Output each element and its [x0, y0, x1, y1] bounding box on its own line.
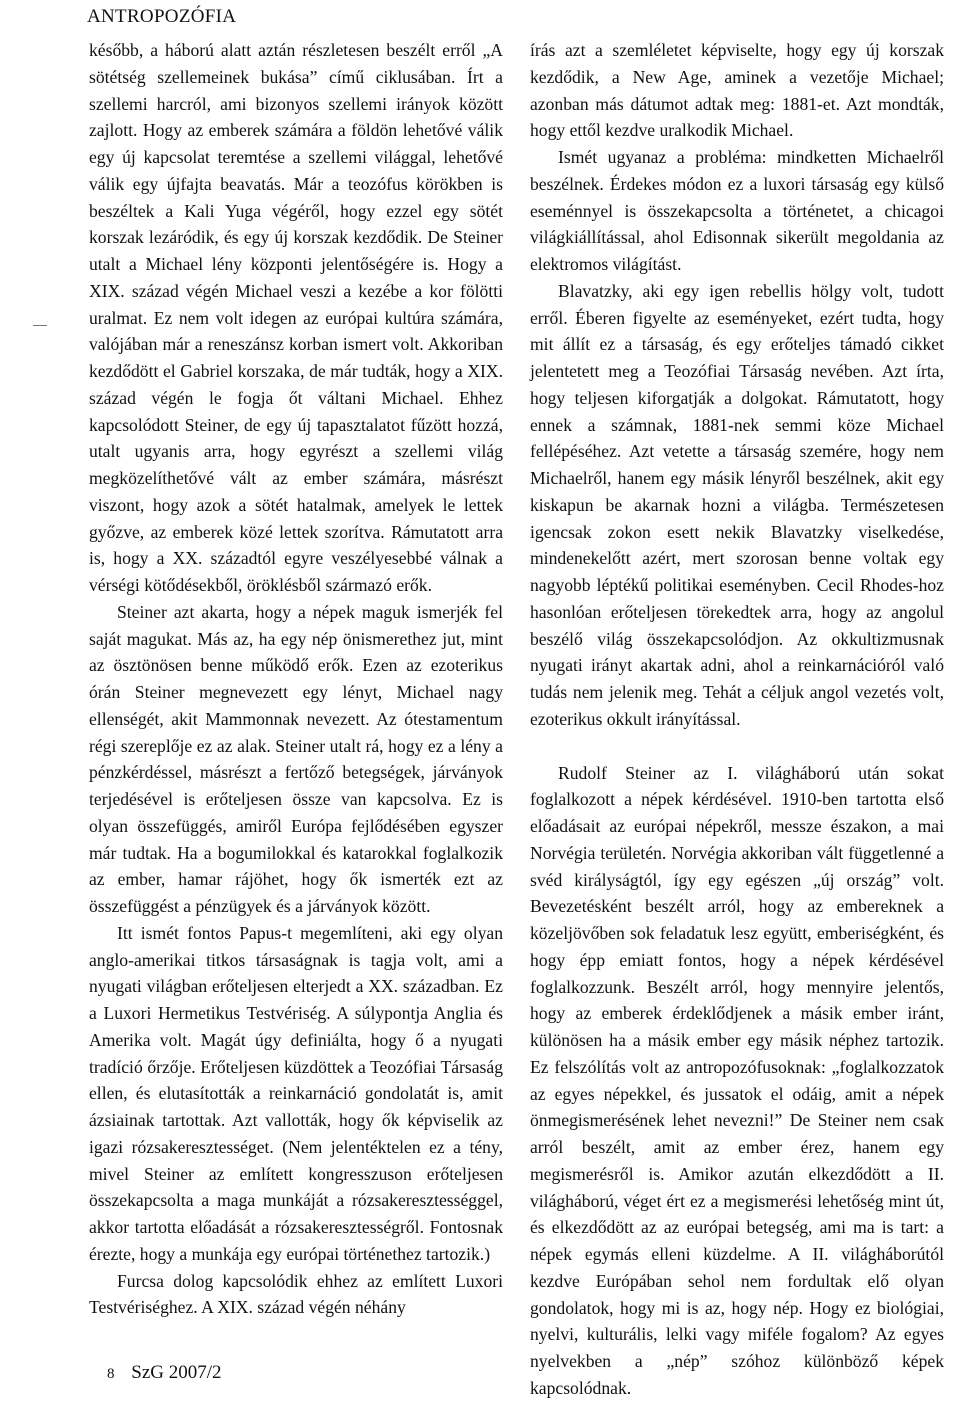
paragraph: Rudolf Steiner az I. világháború után sokat foglalkozott a népek kérdésével. 1910-ben tartotta első előadásait az európai népekről, messze északon, a mai Norvégia területén. Norvégia akkoriban vált függetlenné a svéd királyságtól, így egy egészen „új ország” volt. Bevezetésként beszélt arról, hogy az embereknek a közeljövőben sok feladatuk lesz együtt, emberiségként, és hogy épp emiatt fontos, hogy a népek kérdésével foglalkozzunk. Beszélt arról, hogy mennyire jelentős, hogy az emberek érdeklődjenek a másik ember iránt, különösen ha a másik ember egy másik néphez tartozik. Ez felszólítás volt az antropozófusoknak: „foglalkozzatok az egyes népekkel, és jussatok el odáig, amit a népek önmegismerésének lehet nevezni!” De Steiner nem csak arról beszélt, amit az ember érez, hanem egy megismerésről is. Amikor azután elkezdődött a II. világháború, véget ért ez a megismerési lehetőség mint út, és elkezdődött az az európai betegség, ami ma is tart: a népek egymás elleni küzdelme. A II. világháborútól kezdve Európában sehol nem fordultak elő olyan gondolatok, hogy mi is az, hogy nép. Hogy ez biológiai, nyelvi, kulturális, lelki vagy miféle fogalom? Az egyes nyelvekben a „nép” szóhoz különböző képek kapcsolódnak. — [530, 762, 944, 1398]
margin-mark — [33, 325, 47, 326]
paragraph: Furcsa dolog kapcsolódik ehhez az említett Luxori Testvériséghez. A XIX. század végén néhány — [89, 1270, 503, 1318]
paragraph: Blavatzky, aki egy igen rebellis hölgy volt, tudott erről. Éberen figyelte az eseményeket, ezért tudta, hogy mit állít ez a társaság, és egy erőteljes támadó cikket jelentetett meg a Teozófiai Társaság nevében. Azt írta, hogy teljesen kiforgatják a dolgokat. Rámutatott, hogy ennek a számnak, 1881-nek semmi köze Michael fellépéséhez. Azt vetette a társaság szemére, hogy nem Michaelről, hanem egy másik lényről beszélnek, akit egy kiskapun be akarnak hozni a világba. Természetesen igencsak zokon esett nekik Blavatzky viselkedése, mindenekelőtt azért, mert szorosan benne voltak egy nagyobb léptékű politikai eseményben. Cecil Rhodes-hoz hasonlóan erőteljesen törekedtek arra, hogy az angolul beszélő világ összekapcsolódjon. Az okkultizmusnak nyugati irányt akartak adni, ahol a reinkarnációról való tudás nem jelenik meg. Tehát a céljuk angol vezetés volt, ezoterikus okkult irányítással. — [530, 280, 944, 729]
journal-issue: SzG 2007/2 — [131, 1362, 222, 1383]
paragraph: írás azt a szemléletet képviselte, hogy egy új korszak kezdődik, a New Age, aminek a vezetője Michael; azonban más dátumot adtak meg: 1881-et. Azt mondták, hogy ettől kezdve uralkodik Michael. — [530, 40, 944, 141]
page-footer — [107, 1362, 222, 1384]
paragraph: Ismét ugyanaz a probléma: mindketten Michaelről beszélnek. Érdekes módon ez a luxori társaság egy külső eseménnyel is összekapcsolta a történetet, a chicagoi világkiállítással, ahol Edisonnak sikerült megoldania az elektromos világítást. — [530, 147, 944, 274]
paragraph: Itt ismét fontos Papus-t megemlíteni, aki egy olyan anglo-amerikai titkos társaságnak is tagja volt, ami a nyugati világban erőteljesen elterjedt a XX. században. Ez a Luxori Hermetikus Testvériség. A súlypontja Anglia és Amerika volt. Magát úgy definiálta, hogy ő a nyugati tradíció őrzője. Erőteljesen küzdöttek a Teozófiai Társaság ellen, és elutasították a reinkarnáció gondolatát is, amit ázsiainak tartottak. Azt vallották, hogy ők képviselik az igazi rózsakeresztességet. (Nem jelentéktelen ez a tény, mivel Steiner az említett kongresszuson erőteljesen összekapcsolta a maga munkáját a rózsakeresztességgel, akkor tartotta előadását a rózsakeresztességről. Fontosnak érezte, hogy a munkája egy európai történethez tartozik.) — [89, 922, 503, 1264]
page-number: 8 — [107, 1366, 115, 1382]
running-head: ANTROPOZÓFIA — [87, 6, 237, 27]
paragraph: később, a háború alatt aztán részletesen beszélt erről „A sötétség szellemeinek bukása” című ciklusában. Írt a szellemi harcról, ami bizonyos szellemi irányok között zajlott. Hogy az emberek számára a földön lehetővé válik egy új kapcsolat teremtése a szellemi világgal, lehetővé válik egy újfajta beavatás. Már a teozófus körökben is beszéltek a Kali Yuga végéről, hogy ezzel egy sötét korszak lezáródik, és egy új korszak kezdődik. De Steiner utalt a Michael lény központi jelentőségére is. Hogy a XIX. század végén Michael veszi a kezébe a kor fölötti uralmat. Ez nem volt idegen az európai kultúra számára, valójában már a reneszánsz korban ismert volt. Akkoriban kezdődött el Gabriel korszaka, de már tudták, hogy a XIX. század végén le fogja őt váltani Michael. Ehhez kapcsolódott Steiner, de egy új tapasztalatot fűzött hozzá, utalt ugyanis arra, hogy egyrészt a szellemi világ megközelíthetővé vált az ember számára, másrészt viszont, hogy azok a sötét hatalmak, amelyek le lettek győzve, az emberek közé lettek szorítva. Rámutatott arra is, hogy a XX. századtól egyre veszélyesebbé válnak a vérségi kötődésekből, öröklésből származó erők. — [89, 40, 503, 595]
right-column — [530, 37, 944, 1402]
paragraph: Steiner azt akarta, hogy a népek maguk ismerjék fel saját magukat. Más az, ha egy nép önismerethez jut, mint az ösztönösen benne működő erők. Ezen az ezoterikus órán Steiner megnevezett egy lényt, Michael nagy ellenségét, akit Mammonnak nevezett. Az ótestamentum régi szereplője ez az alak. Steiner utalt rá, hogy ez a lény a pénzkérdéssel, másrészt a fertőző betegségek, járványok terjedésével is erőteljesen össze van kapcsolva. Ez is olyan összefüggés, amiről Európa fejlődésében egyszer már tudtak. Ha a bogumilokkal és katarokkal foglalkozik az ember, hamar rájöhet, hogy ők ismerték ezt az összefüggést a pénzügyek és a járványok között. — [89, 601, 503, 916]
left-column — [89, 37, 503, 1321]
